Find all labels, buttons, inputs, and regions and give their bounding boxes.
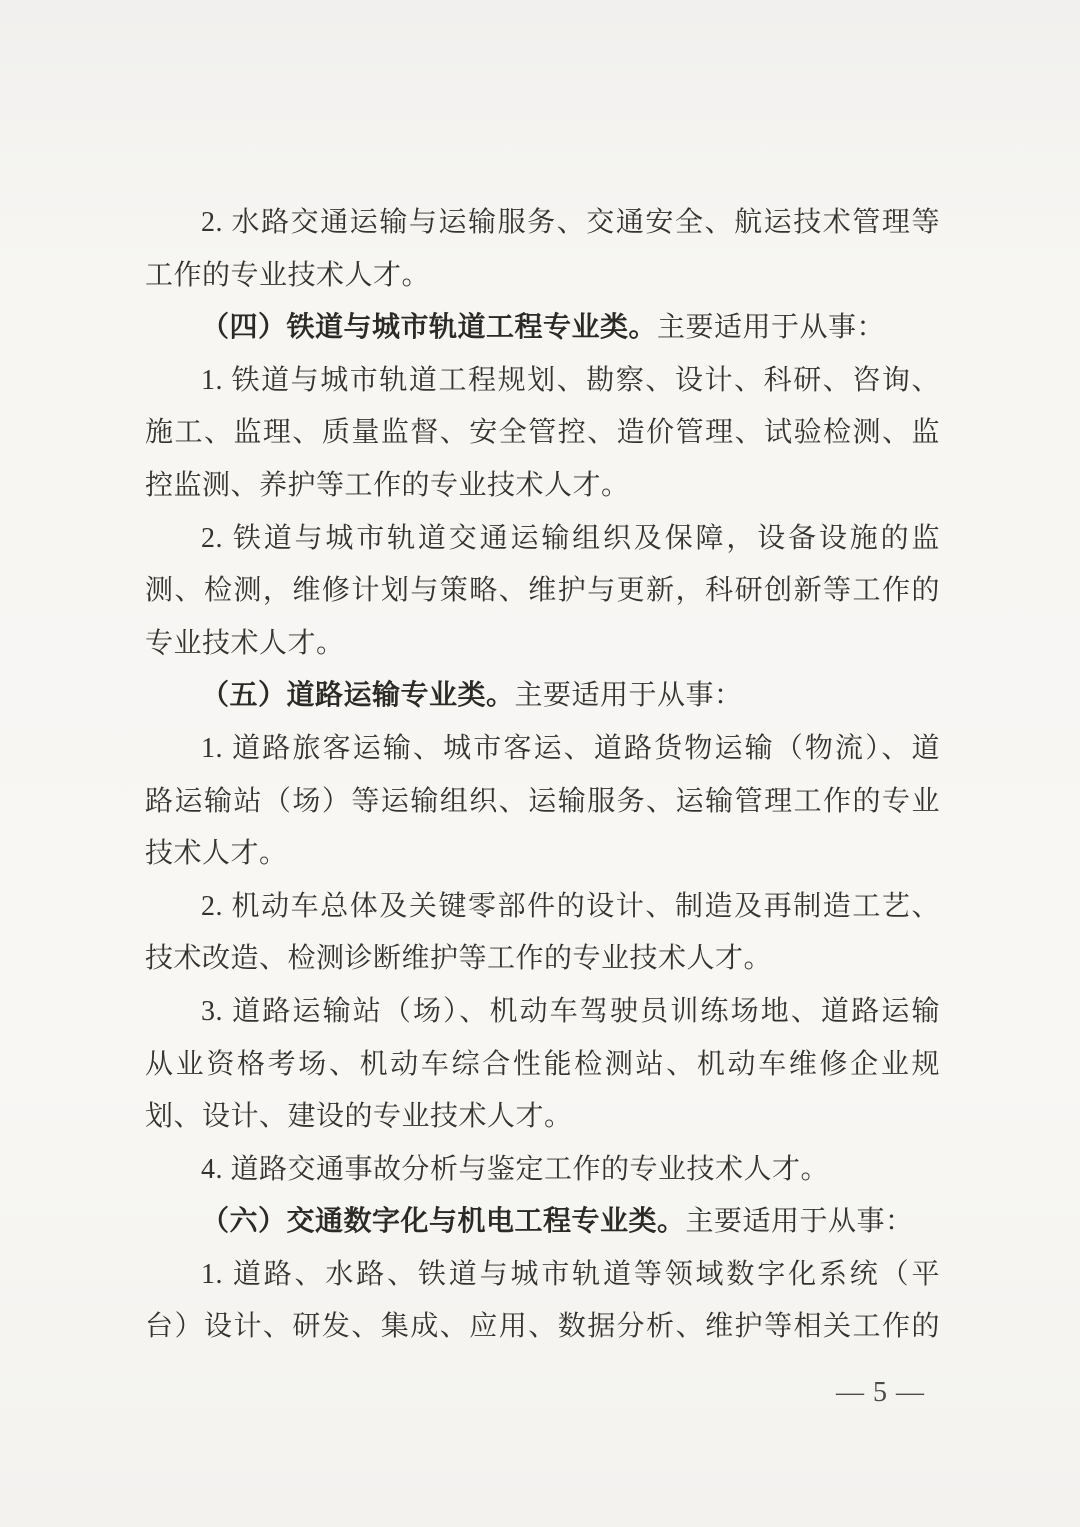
body-text: 专业技术人才。 — [145, 627, 345, 659]
body-text: 台）设计、研发、集成、应用、数据分析、维护等相关工作的 — [145, 1311, 940, 1343]
body-text: 2. 铁道与城市轨道交通运输组织及保障，设备设施的监 — [201, 522, 940, 554]
body-text: 测、检测，维修计划与策略、维护与更新，科研创新等工作的 — [145, 575, 940, 607]
body-text: 1. 道路、水路、铁道与城市轨道等领域数字化系统（平 — [201, 1258, 940, 1290]
text-line — [145, 513, 940, 566]
body-text: 1. 道路旅客运输、城市客运、道路货物运输（物流）、道 — [201, 732, 940, 764]
body-text: 技术改造、检测诊断维护等工作的专业技术人才。 — [145, 943, 773, 975]
body-text: 工作的专业技术人才。 — [145, 259, 431, 291]
text-line — [145, 407, 940, 460]
body-text: 从业资格考场、机动车综合性能检测站、机动车维修企业规 — [145, 1048, 940, 1080]
heading-bold-text: （四）铁道与城市轨道工程专业类。 — [201, 312, 658, 344]
text-line — [145, 1301, 940, 1354]
body-text: 主要适用于从事： — [657, 312, 886, 344]
text-line — [145, 1091, 940, 1144]
text-line — [145, 776, 940, 829]
text-line — [145, 723, 940, 776]
body-text: 3. 道路运输站（场）、机动车驾驶员训练场地、道路运输 — [201, 995, 940, 1027]
body-text: 2. 水路交通运输与运输服务、交通安全、航运技术管理等 — [201, 207, 940, 238]
document-body — [145, 197, 940, 1354]
heading-bold-text: （五）道路运输专业类。 — [201, 680, 515, 712]
body-text: 控监测、养护等工作的专业技术人才。 — [145, 469, 630, 501]
text-line — [145, 828, 940, 881]
body-text: 主要适用于从事： — [514, 680, 743, 712]
text-line — [145, 250, 940, 303]
text-line — [145, 197, 940, 250]
text-line — [145, 933, 940, 986]
text-line — [145, 1249, 940, 1302]
heading-bold-text: （六）交通数字化与机电工程专业类。 — [201, 1206, 686, 1238]
heading-line — [145, 302, 940, 355]
body-text: 路运输站（场）等运输组织、运输服务、运输管理工作的专业 — [145, 785, 940, 817]
text-line — [145, 355, 940, 408]
text-line — [145, 986, 940, 1039]
text-line — [145, 618, 940, 671]
text-line — [145, 1039, 940, 1092]
body-text: 主要适用于从事： — [685, 1206, 914, 1238]
heading-line — [145, 1196, 940, 1249]
text-line — [145, 565, 940, 618]
body-text: 2. 机动车总体及关键零部件的设计、制造及再制造工艺、 — [201, 890, 940, 922]
body-text: 划、设计、建设的专业技术人才。 — [145, 1101, 573, 1133]
heading-line — [145, 670, 940, 723]
body-text: 技术人才。 — [145, 838, 288, 870]
page-number: — 5 — — [836, 1377, 925, 1408]
body-text: 施工、监理、质量监督、安全管控、造价管理、试验检测、监 — [145, 417, 940, 449]
text-line — [145, 881, 940, 934]
text-line — [145, 1144, 940, 1197]
body-text: 4. 道路交通事故分析与鉴定工作的专业技术人才。 — [201, 1153, 830, 1185]
body-text: 1. 铁道与城市轨道工程规划、勘察、设计、科研、咨询、 — [201, 364, 940, 396]
text-line — [145, 460, 940, 513]
